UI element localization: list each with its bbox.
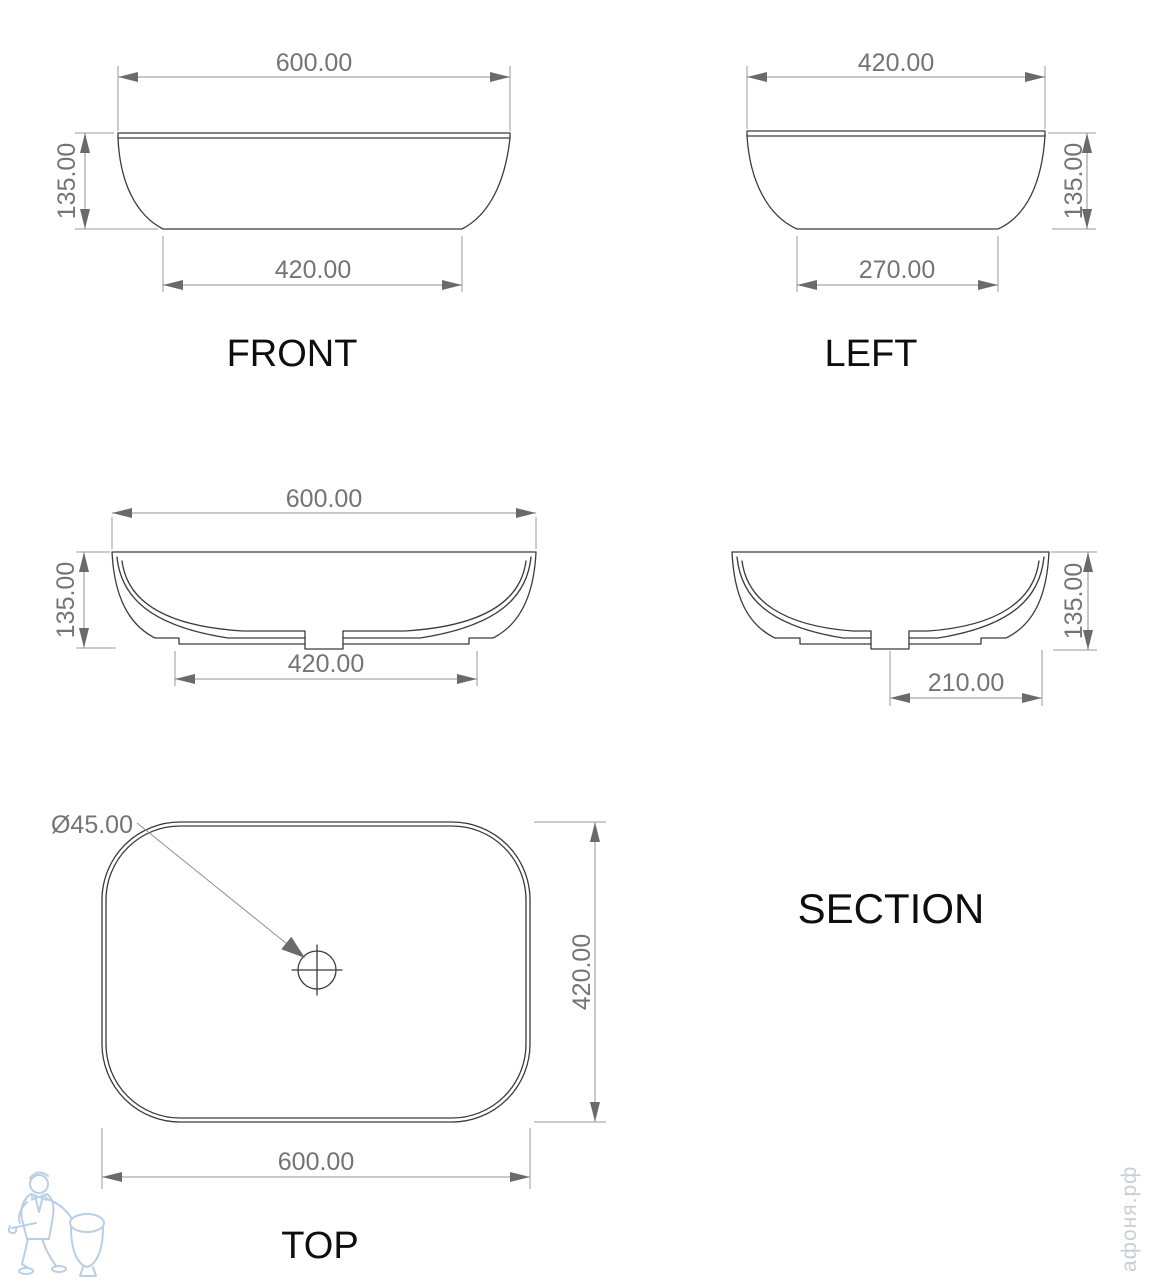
leader-line — [137, 823, 287, 944]
dimension-arrow-left — [797, 280, 817, 290]
plumber-shoe-right — [52, 1266, 66, 1272]
toilet-lid — [70, 1214, 104, 1232]
section-drain-boss — [871, 631, 909, 644]
left-height-dimension-text: 135.00 — [1060, 142, 1088, 220]
dimension-arrow-top — [590, 822, 600, 842]
top-width-dimension-text: 600.00 — [277, 1148, 355, 1176]
front-view — [53, 49, 510, 375]
section-outer-profile — [112, 552, 536, 649]
dimension-arrow-left — [747, 72, 767, 82]
left-height-dimension — [1048, 133, 1096, 229]
plumber-leg-crossed — [42, 1239, 56, 1266]
plumber-head — [30, 1175, 48, 1193]
left-base-dimension — [797, 236, 998, 292]
drain-diameter-callout — [51, 811, 310, 964]
left-view — [747, 49, 1096, 375]
dimension-arrow-left — [118, 72, 138, 82]
top-height-dimension — [534, 822, 606, 1122]
plumber-bowtie — [32, 1194, 46, 1200]
left-section-halfbase-dimension-text: 210.00 — [927, 669, 1005, 697]
plumber-leg-left — [22, 1239, 28, 1268]
section-inner-wall-line — [122, 561, 526, 631]
front-basin-outline — [118, 138, 510, 229]
section-outer-profile — [732, 552, 1049, 649]
dimension-arrow-bottom — [590, 1102, 600, 1122]
dimension-arrow-right — [442, 280, 462, 290]
plumber-shoe-left — [19, 1268, 33, 1274]
dimension-arrow-right — [978, 280, 998, 290]
dimension-arrow-bottom — [79, 628, 89, 648]
plumber-logo-watermark — [9, 1172, 104, 1276]
left-basin-outline — [747, 136, 1045, 229]
dimension-arrow-left — [890, 693, 910, 703]
front-rim-outline — [118, 133, 510, 138]
top-outer-rim — [102, 822, 530, 1122]
section-base-dimension — [175, 650, 477, 686]
section-inner-wall-line — [742, 561, 1039, 631]
section-base-dimension-text: 420.00 — [287, 650, 365, 678]
dimension-arrow-top — [80, 133, 90, 153]
section-height-dimension — [52, 552, 116, 648]
dimension-arrow-right — [510, 1172, 530, 1182]
dimension-arrow-right — [516, 508, 536, 518]
left-section-view — [732, 552, 1097, 706]
front-view-label: FRONT — [226, 333, 358, 375]
front-base-dimension-text: 420.00 — [274, 256, 352, 284]
left-view-label: LEFT — [824, 333, 918, 375]
front-base-dimension — [163, 236, 462, 292]
dimension-arrow-left — [112, 508, 132, 518]
front-section-view — [52, 485, 536, 686]
front-width-dimension — [118, 49, 510, 131]
top-height-dimension-text: 420.00 — [568, 933, 596, 1011]
dimension-arrow-left — [163, 280, 183, 290]
left-section-height-dimension — [1051, 552, 1097, 650]
section-width-dimension-text: 600.00 — [285, 485, 363, 513]
left-section-halfbase-dimension — [890, 650, 1042, 706]
dimension-arrow-right — [1025, 72, 1045, 82]
section-middle-wall-line — [117, 557, 531, 638]
section-width-dimension — [112, 485, 536, 549]
section-views-label: SECTION — [797, 885, 985, 932]
dimension-arrow-right — [457, 674, 477, 684]
drain-diameter-text: Ø45.00 — [50, 811, 133, 839]
top-view-label: TOP — [281, 1225, 359, 1267]
section-height-dimension-text: 135.00 — [52, 561, 80, 639]
dimension-arrow-right — [490, 72, 510, 82]
dimension-arrow-left — [102, 1172, 122, 1182]
plumber-lapel-line — [35, 1196, 43, 1212]
top-width-dimension — [102, 1128, 530, 1189]
leader-arrow — [281, 937, 310, 965]
section-drain-boss — [305, 631, 343, 644]
dimension-arrow-right — [1022, 693, 1042, 703]
top-inner-rim — [106, 826, 526, 1118]
extension-line — [112, 517, 536, 549]
left-width-dimension-text: 420.00 — [857, 49, 935, 77]
dimension-arrow-top — [79, 552, 89, 572]
section-middle-wall-line — [737, 557, 1044, 638]
left-rim-outline — [747, 131, 1045, 136]
plumber-jacket — [21, 1194, 53, 1239]
front-height-dimension-text: 135.00 — [53, 142, 81, 220]
watermark-site-text: афоня.рф — [1118, 1165, 1141, 1272]
front-width-dimension-text: 600.00 — [275, 49, 353, 77]
top-view — [51, 811, 606, 1267]
toilet-base — [80, 1267, 96, 1276]
front-height-dimension — [53, 133, 158, 229]
dimension-arrow-bottom — [80, 209, 90, 229]
dimension-arrow-left — [175, 674, 195, 684]
left-base-dimension-text: 270.00 — [858, 256, 936, 284]
plumber-arm-on-toilet — [47, 1199, 72, 1219]
left-width-dimension — [747, 49, 1045, 129]
left-section-height-dimension-text: 135.00 — [1060, 562, 1088, 640]
